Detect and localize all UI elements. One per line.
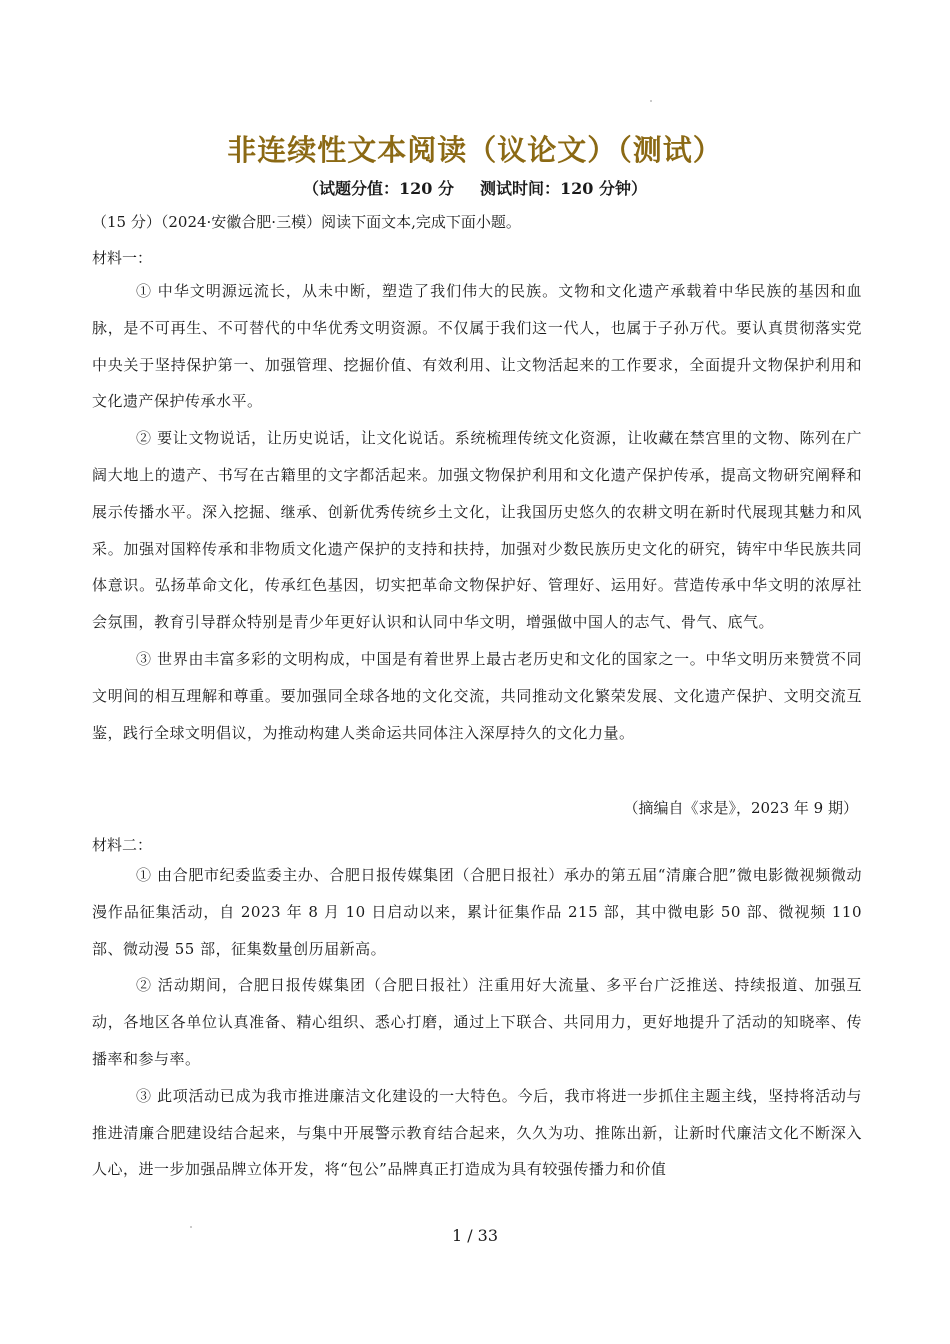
document-title: 非连续性文本阅读（议论文）（测试） (227, 133, 723, 167)
material1-label: 材料一： (92, 249, 153, 267)
document-subtitle (0, 176, 950, 199)
material1-body (92, 273, 862, 751)
question-intro: （15 分）（2024·安徽合肥·三模）阅读下面文本,完成下面小题。 (92, 213, 521, 231)
material1-paragraph-2: ② 要让文物说话，让历史说话，让文化说话。系统梳理传统文化资源，让收藏在禁宫里的文物、陈列在广阔大地上的遗产、书写在古籍里的文字都活起来。加强文物保护利用和文化遗产保护传承，提高文物研究阐释和展示传播水平。深入挖掘、继承、创新优秀传统乡土文化，让我国历史悠久的农耕文明在新时代展现其魅力和风采。加强对国粹传承和非物质文化遗产保护的支持和扶持，加强对少数民族历史文化的研究，铸牢中华民族共同体意识。弘扬革命文化，传承红色基因，切实把革命文物保护好、管理好、运用好。营造传承中华文明的浓厚社会氛围，教育引导群众特别是青少年更好认识和认同中华文明，增强做中国人的志气、骨气、底气。 (92, 429, 862, 632)
material1-paragraph-1: ① 中华文明源远流长，从未中断，塑造了我们伟大的民族。文物和文化遗产承载着中华民族的基因和血脉，是不可再生、不可替代的中华优秀文明资源。不仅属于我们这一代人，也属于子孙万代。要认真贯彻落实党中央关于坚持保护第一、加强管理、挖掘价值、有效利用、让文物活起来的工作要求，全面提升文物保护利用和文化遗产保护传承水平。 (92, 282, 862, 411)
material2-paragraph-1: ① 由合肥市纪委监委主办、合肥日报传媒集团（合肥日报社）承办的第五届“清廉合肥”微电影微视频微动漫作品征集活动，自 2023 年 8 月 10 日启动以来，累计征集作品 215 部，其中微电影 50 部、微视频 110 部、微动漫 55 部，征集数量创历届新高。 (92, 866, 862, 958)
material2-label: 材料二： (92, 836, 153, 854)
subtitle-time: 测试时间：120 分钟） (480, 179, 647, 198)
material1-paragraph-3: ③ 世界由丰富多彩的文明构成，中国是有着世界上最古老历史和文化的国家之一。中华文明历来赞赏不同文明间的相互理解和尊重。要加强同全球各地的文化交流，共同推动文化繁荣发展、文化遗产保护、文明交流互鉴，践行全球文明倡议，为推动构建人类命运共同体注入深厚持久的文化力量。 (92, 649, 862, 742)
material2-body (92, 857, 862, 1188)
material2-paragraph-3: ③ 此项活动已成为我市推进廉洁文化建设的一大特色。今后，我市将进一步抓住主题主线，坚持将活动与推进清廉合肥建设结合起来，与集中开展警示教育结合起来，久久为功、推陈出新，让新时代廉洁文化不断深入人心，进一步加强品牌立体开发，将“包公”品牌真正打造成为具有较强传播力和价值 (92, 1086, 862, 1179)
page-number: 1 / 33 (451, 1226, 499, 1245)
material2-paragraph-2: ② 活动期间，合肥日报传媒集团（合肥日报社）注重用好大流量、多平台广泛推送、持续报道、加强互动，各地区各单位认真准备、精心组织、悉心打磨，通过上下联合、共同用力，更好地提升了活动的知晓率、传播率和参与率。 (92, 976, 862, 1068)
material1-source: （摘编自《求是》，2023 年 9 期） (623, 799, 858, 817)
scan-speck (650, 100, 652, 102)
subtitle-score: （试题分值：120 分 (303, 179, 454, 198)
